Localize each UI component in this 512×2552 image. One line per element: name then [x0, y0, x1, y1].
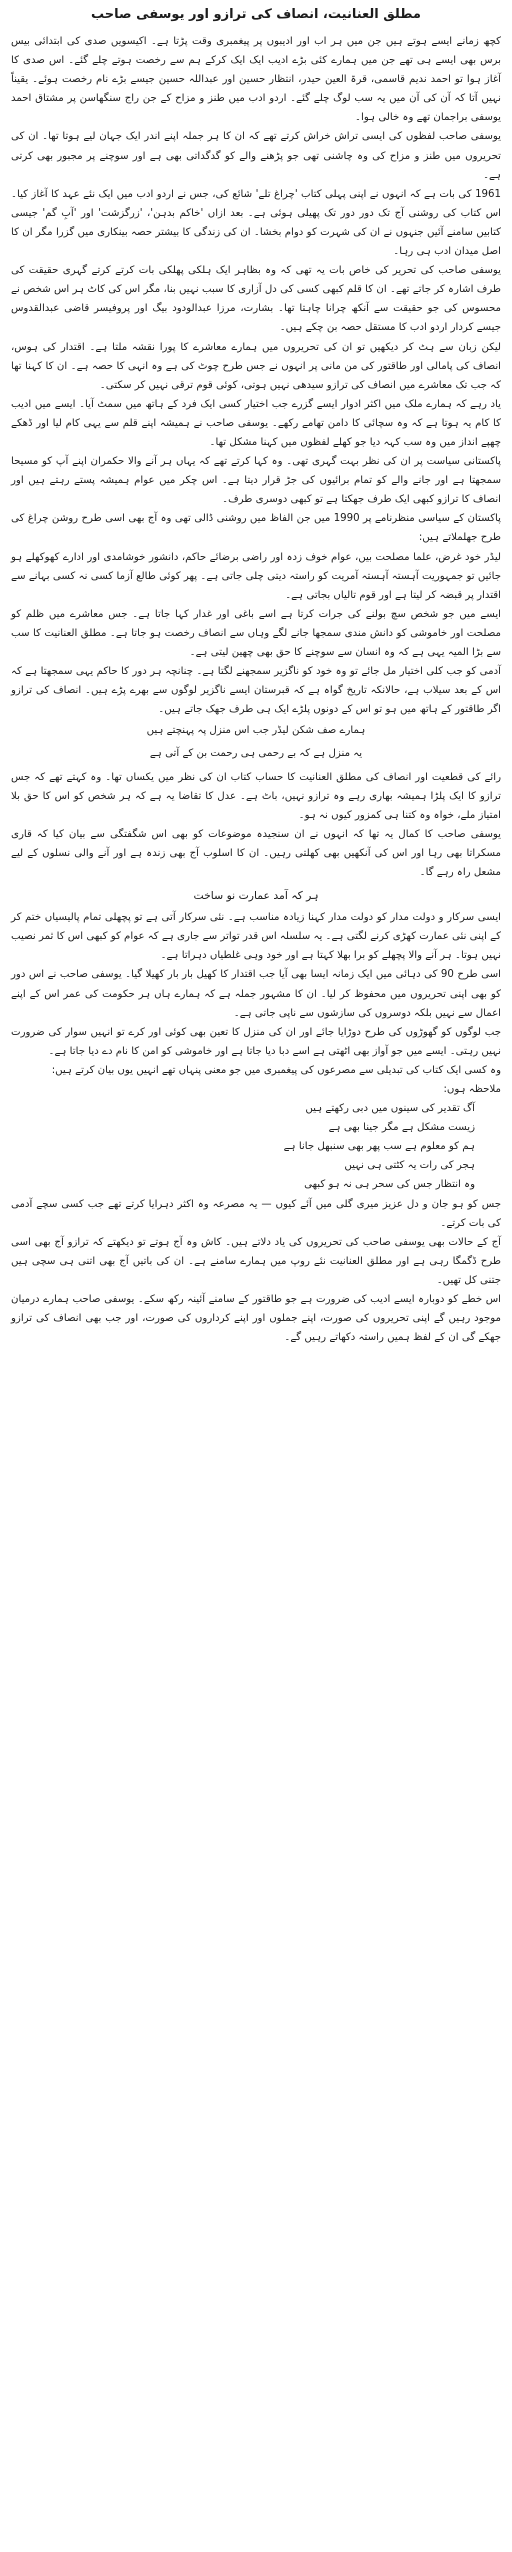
quote-paragraph: ایسے میں جو شخص سچ بولنے کی جرات کرتا ہے اسے باغی اور غدار کہا جاتا ہے۔ جس معاشرے میں ظلم کو مصلحت اور خاموشی کو دانش مندی سمجھا جانے لگے وہاں سے انصاف رخصت ہو جاتا ہے۔ مطلق العنانیت کا سب سے بڑا المیہ یہی ہے کہ وہ انسان سے سوچنے کا حق بھی چھین لیتی ہے۔ [11, 608, 501, 658]
paragraph: وہ کسی ایک کتاب کی تبدیلی سے مصرعوں کی پیغمبری میں جو معنی پنہاں تھے انہیں یوں بیان کرتے ہیں: [51, 1064, 501, 1076]
paragraph: اس خطے کو دوبارہ ایسے ادیب کی ضرورت ہے جو طاقتور کے سامنے آئینہ رکھ سکے۔ یوسفی صاحب ہمارے درمیان موجود رہیں گے اپنی تحریروں کی صورت، اپنے جملوں اور اپنے کرداروں کی صورت، اور جب بھی انصاف کی ترازو جھکے گی ان کے لفظ ہمیں راستہ دکھاتے رہیں گے۔ [11, 1294, 501, 1344]
verse-line: یہ منزل ہے کہ بے رحمی ہی رحمت بن کے آتی ہے [149, 748, 363, 760]
poem-line: آگ تقدیر کی سینوں میں دبی رکھتے ہیں [305, 1103, 475, 1115]
paragraph: کچھ زمانے ایسے ہوتے ہیں جن میں ہر اب اور ادیبوں پر پیغمبری وقت پڑتا ہے۔ اکیسویں صدی کی ابتدائی بیس برس بھی ایسے ہی تھے جن میں ہمارے کئی بڑے ادیب ایک ایک کرکے ہم سے رخصت ہوتے چلے گئے۔ اس صدی کا آغاز ہوا تو احمد ندیم قاسمی، قرۃ العین حیدر، انتظار حسین اور عبداللہ حسین جیسے بڑے نام رخصت ہوئے۔ یقیناً نہیں آتا کہ آن کی آن میں یہ سب لوگ چلے گئے۔ اردو ادب میں طنز و مزاح کے جن راج سنگھاسن پر مشتاق احمد یوسفی براجمان تھے وہ خالی ہوا۔ [11, 36, 501, 124]
paragraph: یاد رہے کہ ہمارے ملک میں اکثر ادوار ایسے گزرے جب اختیار کسی ایک فرد کے ہاتھ میں سمٹ آیا۔ ایسے میں ادیب کا کام یہ ہوتا ہے کہ وہ سچائی کا دامن تھامے رکھے۔ یوسفی صاحب نے ہمیشہ اپنے قلم سے یہی کام لیا اور ڈھکے چھپے انداز میں وہ سب کہہ دیا جو کھلے لفظوں میں کہنا مشکل تھا۔ [11, 398, 501, 448]
paragraph: آج کے حالات بھی یوسفی صاحب کی تحریروں کی یاد دلاتے ہیں۔ کاش وہ آج ہوتے تو دیکھتے کہ ترازو آج بھی اسی طرح ڈگمگا رہی ہے اور مطلق العنانیت نئے روپ میں ہمارے سامنے ہے۔ ان کی باتیں آج بھی اتنی ہی سچی ہیں جتنی کل تھیں۔ [11, 1236, 501, 1286]
paragraph: یوسفی صاحب کا کمال یہ تھا کہ انہوں نے ان سنجیدہ موضوعات کو بھی اس شگفتگی سے بیان کیا کہ قاری مسکراتا بھی رہا اور اس کی آنکھیں بھی کھلتی رہیں۔ ان کا اسلوب آج بھی زندہ ہے اور آنے والی نسلوں کے لیے مشعل راہ رہے گا۔ [11, 828, 501, 879]
paragraph: رائے کی قطعیت اور انصاف کی مطلق العنانیت کا حساب کتاب ان کی نظر میں یکساں تھا۔ وہ کہتے تھے کہ جس ترازو کا ایک پلڑا ہمیشہ بھاری رہے وہ ترازو نہیں، باٹ ہے۔ عدل کا تقاضا یہ ہے کہ ہر شخص کو اس کا حق بلا امتیاز ملے، خواہ وہ کتنا ہی کمزور کیوں نہ ہو۔ [11, 771, 501, 821]
paragraph: یوسفی صاحب کی تحریر کی خاص بات یہ تھی کہ وہ بظاہر ایک ہلکی پھلکی بات کرتے کرتے گہری حقیقت کی طرف اشارہ کر جاتے تھے۔ ان کا قلم کبھی کسی کی دل آزاری کا سبب نہیں بنا، مگر اس کی کاٹ ہر اس شخص نے محسوس کی جو حقیقت سے آنکھ چرانا چاہتا تھا۔ بشارت، مرزا عبدالودود بیگ اور پروفیسر قاضی عبدالقدوس جیسے کردار اردو ادب کا مستقل حصہ بن چکے ہیں۔ [11, 265, 501, 334]
quote-paragraph: لیڈر خود غرض، علما مصلحت بیں، عوام خوف زدہ اور راضی برضائے حاکم، دانشور خوشامدی اور ادارے کھوکھلے ہو جائیں تو جمہوریت آہستہ آہستہ آمریت کو راستہ دیتی چلی جاتی ہے۔ پھر کوئی طالع آزما کسی نہ کسی بہانے سے اقتدار پر قبضہ کر لیتا ہے اور قوم تالیاں بجاتی ہے۔ [11, 551, 501, 601]
section-heading: ہر کہ آمد عمارت نو ساخت [193, 889, 319, 903]
verse-line: ہمارے صف شکن لیڈر جب اس منزل پہ پہنچتے ہیں [146, 725, 366, 737]
paragraph: لیکن زبان سے ہٹ کر دیکھیں تو ان کی تحریروں میں ہمارے معاشرے کا پورا نقشہ ملتا ہے۔ اقتدار کی ہوس، انصاف کی پامالی اور طاقتور کی من مانی پر انہوں نے جس طرح چوٹ کی ہے وہ انہی کا حصہ ہے۔ ان کا کہنا تھا کہ جب تک معاشرے میں انصاف کی ترازو سیدھی نہیں ہوتی، کوئی قوم ترقی نہیں کر سکتی۔ [11, 341, 501, 391]
poem-line: وہ انتظار جس کی سحر ہی نہ ہو کبھی [304, 1179, 475, 1191]
poem-line: ہجر کی رات یہ کٹتی ہی نہیں [344, 1160, 475, 1172]
paragraph: یوسفی صاحب لفظوں کی ایسی تراش خراش کرتے تھے کہ ان کا ہر جملہ اپنے اندر ایک جہان لیے ہوتا تھا۔ ان کی تحریروں میں طنز و مزاح کی وہ چاشنی تھی جو پڑھنے والے کو گدگداتی بھی ہے اور سوچنے پر مجبور بھی کرتی ہے۔ [11, 131, 501, 181]
paragraph: جس کو ہو جان و دل عزیز میری گلی میں آئے کیوں — یہ مصرعہ وہ اکثر دہرایا کرتے تھے جب کسی سچے آدمی کی بات کرتے۔ [11, 1198, 501, 1229]
paragraph: پاکستان کے سیاسی منظرنامے پر 1990 میں جن الفاظ میں روشنی ڈالی تھی وہ آج بھی اسی طرح روشن چراغ کی طرح جھلملاتے ہیں: [11, 513, 501, 544]
paragraph: 1961 کی بات ہے کہ انہوں نے اپنی پہلی کتاب 'چراغ تلے' شائع کی، جس نے اردو ادب میں ایک نئے عہد کا آغاز کیا۔ اس کتاب کی روشنی آج تک دور دور تک پھیلی ہوئی ہے۔ بعد ازاں 'خاکم بدہن'، 'زرگزشت' اور 'آبِ گم' جیسی کتابیں سامنے آئیں جنہوں نے ان کی شہرت کو دوام بخشا۔ ان کی زندگی کا بیشتر حصہ بینکاری میں گزرا مگر ان کا اصل میدان ادب ہی رہا۔ [11, 188, 501, 258]
paragraph: جب لوگوں کو گھوڑوں کی طرح دوڑایا جائے اور ان کی منزل کا تعین بھی کوئی اور کرے تو انہیں سوار کی ضرورت نہیں رہتی۔ ایسے میں جو آواز بھی اٹھتی ہے اسے دبا دیا جاتا ہے اور خاموشی کو امن کا نام دے دیا جاتا ہے۔ [11, 1026, 501, 1057]
paragraph: ایسی سرکار و دولت مدار کو دولت مدار کہنا زیادہ مناسب ہے۔ نئی سرکار آتی ہے تو پچھلی تمام پالیسیاں ختم کر کے اپنی نئی عمارت کھڑی کرنے لگتی ہے۔ یہ سلسلہ اس قدر تواتر سے جاری ہے کہ عوام کو کبھی اس کا ثمر نصیب نہیں ہوتا۔ ہر آنے والا پچھلے کو برا بھلا کہتا ہے اور خود وہی غلطیاں دہراتا ہے۔ [11, 912, 501, 962]
poem-heading: ملاحظہ ہوں: [443, 1083, 501, 1095]
paragraph: اسی طرح 90 کی دہائی میں ایک زمانہ ایسا بھی آیا جب اقتدار کا کھیل بار بار کھیلا گیا۔ یوسفی صاحب نے اس دور کو بھی اپنی تحریروں میں محفوظ کر لیا۔ ان کا مشہور جملہ ہے کہ ہمارے ہاں ہر حکومت کی عمر اس کے اپنے اعمال سے نہیں بلکہ دوسروں کی سازشوں سے ناپی جاتی ہے۔ [11, 969, 502, 1019]
poem-line: ہم کو معلوم ہے سب پھر بھی سنبھل جانا ہے [283, 1141, 475, 1153]
poem-line: زیست مشکل ہے مگر جینا بھی ہے [328, 1122, 475, 1134]
article-body [11, 32, 501, 1347]
paragraph: پاکستانی سیاست پر ان کی نظر بہت گہری تھی۔ وہ کہا کرتے تھے کہ یہاں ہر آنے والا حکمران اپنے آپ کو مسیحا سمجھتا ہے اور جانے والے کو تمام برائیوں کی جڑ قرار دیتا ہے۔ اس چکر میں عوام ہمیشہ پستے رہتے ہیں اور انصاف کا ترازو کبھی ایک طرف جھکتا ہے تو کبھی دوسری طرف۔ [11, 456, 501, 506]
article-title: مطلق العنانیت، انصاف کی ترازو اور یوسفی صاحب [91, 7, 421, 22]
quote-paragraph: آدمی کو جب کلی اختیار مل جائے تو وہ خود کو ناگزیر سمجھنے لگتا ہے۔ چنانچہ ہر دور کا حاکم یہی سمجھتا ہے کہ اس کے بعد سیلاب ہے، حالانکہ تاریخ گواہ ہے کہ قبرستان ایسے ناگزیر لوگوں سے بھرے پڑے ہیں۔ انصاف کی ترازو اگر طاقتور کے ہاتھ میں ہو تو اس کے دونوں پلڑے ایک ہی طرف جھک جاتے ہیں۔ [11, 666, 501, 716]
poem-block [11, 1099, 501, 1194]
